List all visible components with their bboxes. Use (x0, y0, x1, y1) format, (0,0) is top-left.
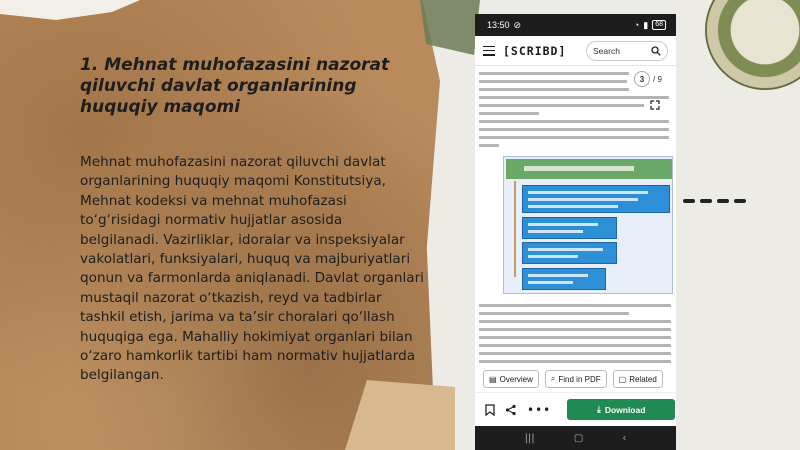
find-in-pdf-button[interactable] (545, 370, 607, 388)
find-in-pdf-label: Find in PDF (558, 374, 601, 384)
system-nav-bar (475, 426, 676, 450)
overview-label: Overview (499, 374, 533, 384)
search-placeholder: Search (593, 45, 620, 56)
related-label: Related (629, 374, 657, 384)
find-icon: ⌕ (550, 374, 556, 383)
menu-icon[interactable] (483, 46, 495, 56)
scribd-logo[interactable]: [SCRIBD] (503, 43, 567, 58)
recent-apps-icon[interactable]: ||| (524, 432, 535, 444)
overview-icon: ▤ (489, 374, 497, 384)
related-icon: ▢ (618, 374, 627, 384)
slide-title: 1. Mehnat muhofazasini nazorat qiluvchi davlat organlarining huquqiy maqomi (80, 55, 390, 117)
back-icon[interactable]: ‹ (622, 432, 627, 444)
total-pages: / 9 (653, 74, 662, 84)
battery-level: 68 (652, 20, 666, 30)
bottom-toolbar (475, 392, 676, 426)
search-icon (651, 46, 661, 56)
current-page[interactable]: 3 (634, 71, 650, 87)
phone-screen (475, 14, 676, 450)
document-actions (475, 368, 676, 390)
notification-icon: ⊘ (513, 19, 522, 30)
slide-body-text: Mehnat muhofazasini nazorat qiluvchi davlat organlarining huquqiy maqomi Konstitutsiya, Mehnat kodeksi va mehnat muhofazasi to‘g‘risidagi normativ hujjatlar asosida belgilanadi. Vazirliklar, idoralar va inspeksiyalar vakolatlari, funksiyalari, huquq va majburiyatlari qonun va farmonlarda aniqlanadi. Davlat organlari mustaqil nazorat o‘tkazish, reyd va tadbirlar tashkil etish, jarima va ta’sir choralari qo‘llash huquqiga ega. Mahalliy hokimiyat organlari bilan o‘zaro hamkorlik tartibi ham normativ hujjatlarda belgilangan. (80, 154, 424, 384)
document-diagram (503, 156, 673, 294)
download-button[interactable] (567, 399, 675, 420)
share-icon[interactable] (505, 404, 517, 416)
more-icon[interactable]: ••• (527, 402, 552, 417)
overview-button[interactable] (483, 370, 539, 388)
search-input[interactable] (586, 41, 668, 61)
status-bar (475, 14, 676, 36)
status-time: 13:50 (487, 20, 510, 30)
expand-icon[interactable] (650, 100, 660, 110)
decorative-dashes (683, 188, 753, 194)
signal-icon: ▮ (643, 19, 649, 30)
app-header (475, 36, 676, 66)
home-icon[interactable]: ▢ (573, 432, 584, 444)
bookmark-icon[interactable] (485, 404, 495, 416)
document-page[interactable] (475, 66, 676, 364)
download-label: Download (604, 404, 646, 415)
page-indicator[interactable] (632, 70, 664, 88)
wifi-icon: ◔ (633, 20, 640, 30)
related-button[interactable] (613, 370, 663, 388)
download-icon: ⤓ (597, 404, 601, 414)
